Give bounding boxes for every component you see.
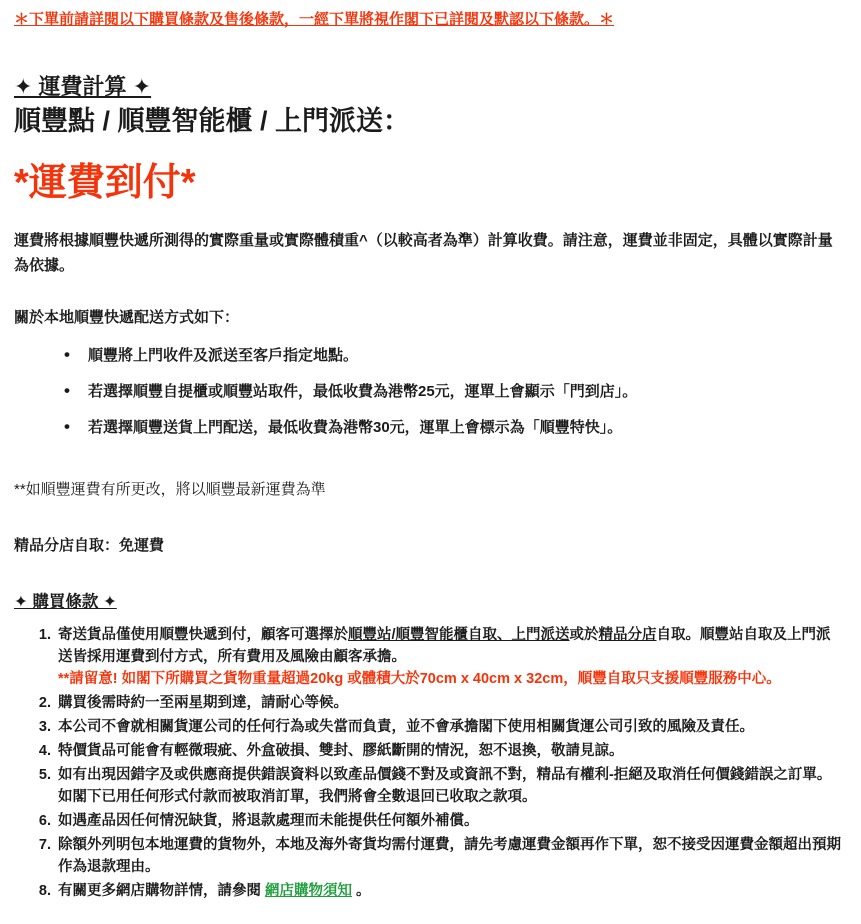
list-item: • 若選擇順豐送貨上門配送，最低收費為港幣30元，運單上會標示為「順豐特快」。 xyxy=(14,418,845,438)
delivery-methods-intro: 關於本地順豐快遞配送方式如下： xyxy=(14,309,240,326)
term-number: 8. xyxy=(38,883,51,899)
term-number: 7. xyxy=(38,837,51,853)
term-number: 4. xyxy=(38,743,51,759)
term-item-6 xyxy=(14,810,845,832)
fee-change-note: **如順豐運費有所更改，將以順豐最新運費為準 xyxy=(14,481,326,498)
purchase-terms-heading: ✦ 購買條款 ✦ xyxy=(14,593,117,611)
list-item: • 若選擇順豐自提櫃或順豐站取件，最低收費為港幣25元，運單上會顯示「門到店」。 xyxy=(14,382,845,402)
term-1-seg5: 自取。順豐站自取及上門派送皆採用運費到付方式，所有費用及風險由顧客承擔。 xyxy=(58,627,831,665)
term-item-5 xyxy=(14,764,845,808)
term-number: 1. xyxy=(38,627,51,643)
term-number: 2. xyxy=(38,695,51,711)
term-item-8 xyxy=(14,880,845,902)
term-8-suffix: 。 xyxy=(352,883,371,899)
term-text: 除額外列明包本地運費的貨物外，本地及海外寄貨均需付運費，請先考慮運費金額再作下單，恕不接受因運費金額超出預期作為退款理由。 xyxy=(58,837,841,875)
term-item-3 xyxy=(14,716,845,738)
term-1-underlined-store: 精品分店 xyxy=(598,627,657,643)
term-item-4 xyxy=(14,740,845,762)
term-number: 5. xyxy=(38,767,51,783)
term-item-1 xyxy=(14,624,845,690)
term-1-underlined-methods: 順豐站/順豐智能櫃自取、上門派送 xyxy=(348,627,570,643)
online-shopping-guide-link[interactable]: 網店購物須知 xyxy=(265,883,353,899)
term-text xyxy=(58,624,845,690)
term-number: 6. xyxy=(38,813,51,829)
store-pickup-note: 精品分店自取：免運費 xyxy=(14,537,165,554)
purchase-terms-list xyxy=(14,624,845,902)
term-text xyxy=(58,880,845,902)
list-item: • 順豐將上門收件及派送至客戶指定地點。 xyxy=(14,346,845,366)
delivery-methods-list xyxy=(14,346,845,438)
term-8-prefix: 有關更多網店購物詳情，請參閱 xyxy=(58,883,266,899)
term-text: 本公司不會就相關貨運公司的任何行為或失當而負責，並不會承擔閣下使用相關貨運公司引致的風險及責任。 xyxy=(58,719,754,735)
top-notice: ＊下單前請詳閱以下購買條款及售後條款，一經下單將視作閣下已詳閱及默認以下條款。＊ xyxy=(14,11,615,28)
freight-collect-highlight: *運費到付* xyxy=(14,162,196,204)
term-text: 如遇產品因任何情況缺貨，將退款處理而未能提供任何額外補償。 xyxy=(58,813,479,829)
term-text: 購買後需時約一至兩星期到達，請耐心等候。 xyxy=(58,695,348,711)
term-1-seg3: 或於 xyxy=(569,627,599,643)
term-text: 特價貨品可能會有輕微瑕疵、外盒破損、雙封、膠紙斷開的情況，恕不退換，敬請見諒。 xyxy=(58,743,624,759)
term-number: 3. xyxy=(38,719,51,735)
term-1-seg1: 寄送貨品僅使用順豐快遞到付，顧客可選擇於 xyxy=(58,627,348,643)
size-weight-warning: **請留意! 如閣下所購買之貨物重量超過20kg 或體積大於70cm x 40cm x 32cm，順豐自取只支援順豐服務中心。 xyxy=(58,671,781,687)
shipping-fee-paragraph: 運費將根據順豐快遞所測得的實際重量或實際體積重^（以較高者為準）計算收費。請注意，運費並非固定，具體以實際計量為依據。 xyxy=(14,232,833,274)
shipping-methods-line: 順豐點 / 順豐智能櫃 / 上門派送： xyxy=(14,106,411,136)
term-item-2 xyxy=(14,692,845,714)
term-item-7 xyxy=(14,834,845,878)
shipping-section-heading: ✦ 運費計算 ✦ xyxy=(14,74,152,99)
term-text: 如有出現因錯字及或供應商提供錯誤資料以致產品價錢不對及或資訊不對，精品有權利-拒絕及取消任何價錢錯誤之訂單。如閣下已用任何形式付款而被取消訂單，我們將會全數退回已收取之款項。 xyxy=(58,767,832,805)
